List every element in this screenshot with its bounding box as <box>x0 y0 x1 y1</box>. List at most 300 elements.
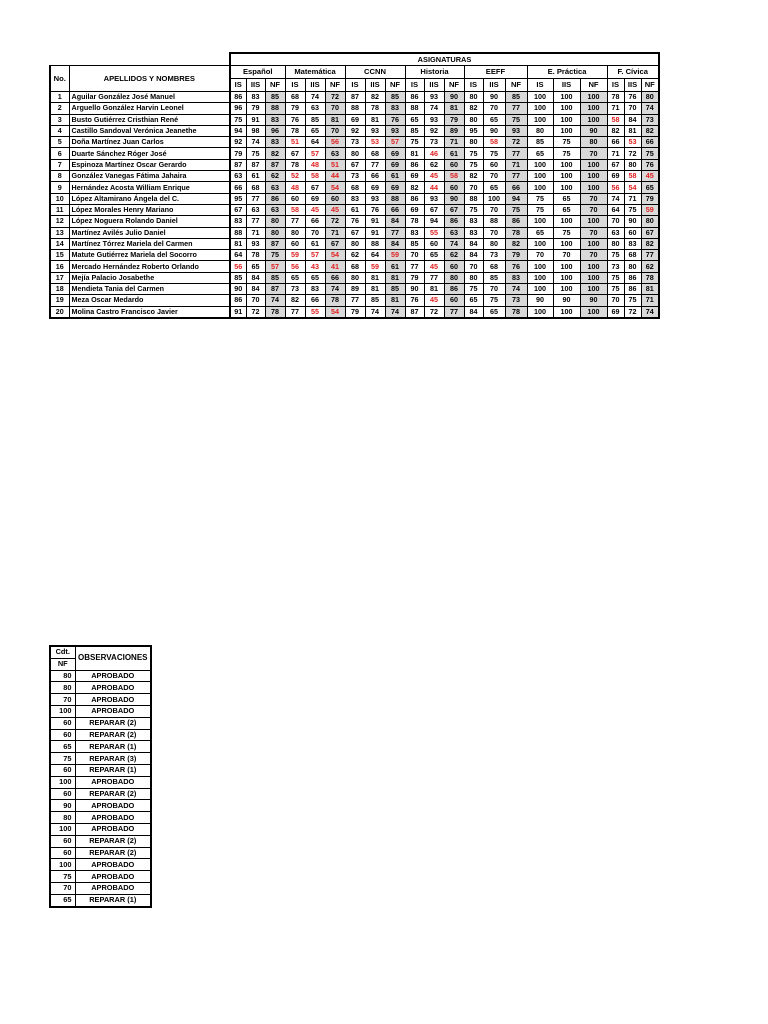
grade-cell: 91 <box>365 216 385 227</box>
grade-cell: 77 <box>345 295 365 306</box>
grade-cell: 74 <box>265 295 285 306</box>
grade-cell: 66 <box>325 272 345 283</box>
observation-row <box>50 788 151 800</box>
grade-cell: 84 <box>246 272 265 283</box>
table-row <box>50 182 659 193</box>
grade-cell: 85 <box>265 92 285 103</box>
grade-cell: 85 <box>527 137 553 148</box>
grade-cell: 88 <box>230 227 246 238</box>
grade-cell: 74 <box>505 284 527 295</box>
grade-cell: 79 <box>641 193 659 204</box>
grade-cell: 46 <box>424 148 444 159</box>
observation-value: APROBADO <box>75 705 151 717</box>
grade-cell: 90 <box>624 216 641 227</box>
grade-cell: 100 <box>553 171 580 182</box>
grade-cell: 72 <box>624 306 641 318</box>
grade-cell: 77 <box>424 272 444 283</box>
grade-cell: 78 <box>265 306 285 318</box>
student-name: Arguello González Harvin Leonel <box>69 103 230 114</box>
grade-cell: 75 <box>607 250 624 261</box>
grade-cell: 86 <box>405 92 424 103</box>
student-name: López Noguera Rolando Daniel <box>69 216 230 227</box>
grade-cell: 59 <box>385 250 405 261</box>
grade-cell: 67 <box>345 159 365 170</box>
grade-cell: 53 <box>365 137 385 148</box>
grade-cell: 51 <box>285 137 305 148</box>
grade-cell: 86 <box>624 272 641 283</box>
table-row <box>50 171 659 182</box>
grade-cell: 88 <box>405 103 424 114</box>
grade-cell: 88 <box>365 238 385 249</box>
grade-cell: 44 <box>424 182 444 193</box>
grade-cell: 72 <box>505 137 527 148</box>
grade-cell: 83 <box>265 114 285 125</box>
grade-cell: 74 <box>246 137 265 148</box>
grade-cell: 89 <box>444 125 464 136</box>
grade-cell: 57 <box>305 250 325 261</box>
grade-cell: 86 <box>444 284 464 295</box>
student-number: 13 <box>50 227 69 238</box>
grade-cell: 54 <box>325 182 345 193</box>
grade-cell: 100 <box>580 284 607 295</box>
grade-cell: 81 <box>365 284 385 295</box>
grade-cell: 100 <box>553 125 580 136</box>
grade-cell: 68 <box>483 261 505 272</box>
grade-cell: 65 <box>527 227 553 238</box>
grade-cell: 58 <box>607 114 624 125</box>
sub-col-header: IIS <box>246 79 265 92</box>
grade-cell: 70 <box>580 250 607 261</box>
observation-row <box>50 812 151 824</box>
grade-cell: 78 <box>325 295 345 306</box>
grade-cell: 88 <box>483 216 505 227</box>
sub-col-header: NF <box>265 79 285 92</box>
observation-row <box>50 800 151 812</box>
grade-cell: 100 <box>580 261 607 272</box>
grade-cell: 82 <box>365 92 385 103</box>
observations-header: OBSERVACIONES <box>75 646 151 670</box>
observation-row <box>50 694 151 706</box>
grade-cell: 76 <box>641 159 659 170</box>
grade-cell: 100 <box>580 216 607 227</box>
grade-cell: 75 <box>464 148 483 159</box>
student-number: 20 <box>50 306 69 318</box>
grade-cell: 92 <box>345 125 365 136</box>
grade-cell: 100 <box>483 193 505 204</box>
grade-cell: 74 <box>365 306 385 318</box>
grade-cell: 71 <box>607 148 624 159</box>
grade-cell: 85 <box>405 125 424 136</box>
nf-value: 60 <box>50 764 75 776</box>
observation-row <box>50 753 151 765</box>
grade-cell: 90 <box>405 284 424 295</box>
grade-cell: 74 <box>641 306 659 318</box>
grade-cell: 62 <box>345 250 365 261</box>
grade-cell: 54 <box>624 182 641 193</box>
grade-cell: 83 <box>405 227 424 238</box>
student-number: 10 <box>50 193 69 204</box>
grade-cell: 75 <box>527 193 553 204</box>
grade-cell: 87 <box>345 92 365 103</box>
grade-cell: 74 <box>641 103 659 114</box>
grade-cell: 88 <box>464 193 483 204</box>
student-name: López Altamirano Ángela del C. <box>69 193 230 204</box>
grade-cell: 60 <box>444 295 464 306</box>
grade-cell: 100 <box>580 171 607 182</box>
table-row <box>50 137 659 148</box>
grade-cell: 100 <box>527 92 553 103</box>
grade-cell: 70 <box>325 125 345 136</box>
grade-cell: 90 <box>527 295 553 306</box>
grade-cell: 100 <box>527 103 553 114</box>
grade-cell: 64 <box>305 137 325 148</box>
asignaturas-header: ASIGNATURAS <box>230 53 659 66</box>
nf-value: 100 <box>50 859 75 871</box>
grade-cell: 75 <box>505 204 527 215</box>
observation-row <box>50 894 151 906</box>
grade-cell: 73 <box>641 114 659 125</box>
grade-cell: 77 <box>285 306 305 318</box>
grade-cell: 44 <box>325 171 345 182</box>
grade-cell: 59 <box>285 250 305 261</box>
grade-cell: 93 <box>424 193 444 204</box>
observations-table <box>49 645 152 908</box>
grade-cell: 65 <box>305 272 325 283</box>
observation-row <box>50 859 151 871</box>
grade-cell: 80 <box>641 92 659 103</box>
grade-cell: 48 <box>305 159 325 170</box>
grade-cell: 80 <box>345 272 365 283</box>
observation-row <box>50 847 151 859</box>
observation-value: APROBADO <box>75 800 151 812</box>
observation-row <box>50 882 151 894</box>
grade-cell: 67 <box>325 238 345 249</box>
grade-cell: 96 <box>230 103 246 114</box>
grade-cell: 82 <box>464 171 483 182</box>
grade-cell: 100 <box>553 238 580 249</box>
grade-cell: 83 <box>624 238 641 249</box>
grade-cell: 78 <box>285 159 305 170</box>
grade-cell: 90 <box>553 295 580 306</box>
grade-cell: 100 <box>580 238 607 249</box>
subject-header: EEFF <box>464 66 527 79</box>
observation-value: REPARAR (1) <box>75 741 151 753</box>
grade-cell: 69 <box>305 193 325 204</box>
grade-cell: 60 <box>424 238 444 249</box>
sub-col-header: NF <box>580 79 607 92</box>
grade-cell: 73 <box>345 171 365 182</box>
grade-cell: 100 <box>527 159 553 170</box>
grade-cell: 79 <box>444 114 464 125</box>
grade-cell: 66 <box>607 137 624 148</box>
grade-cell: 100 <box>553 92 580 103</box>
grade-cell: 52 <box>285 171 305 182</box>
grade-cell: 67 <box>444 204 464 215</box>
grade-cell: 74 <box>444 238 464 249</box>
grade-cell: 66 <box>641 137 659 148</box>
grade-cell: 86 <box>624 284 641 295</box>
grade-cell: 100 <box>553 182 580 193</box>
grade-cell: 77 <box>505 103 527 114</box>
grade-cell: 75 <box>405 137 424 148</box>
observation-value: APROBADO <box>75 682 151 694</box>
nf-value: 100 <box>50 705 75 717</box>
grade-cell: 72 <box>325 92 345 103</box>
grade-cell: 63 <box>607 227 624 238</box>
grade-cell: 86 <box>505 216 527 227</box>
grade-cell: 89 <box>345 284 365 295</box>
grade-cell: 80 <box>444 272 464 283</box>
grade-cell: 67 <box>285 148 305 159</box>
student-number: 5 <box>50 137 69 148</box>
grade-cell: 75 <box>464 159 483 170</box>
grade-cell: 87 <box>265 238 285 249</box>
grade-cell: 79 <box>246 103 265 114</box>
sub-col-header: IIS <box>305 79 325 92</box>
grade-cell: 86 <box>230 295 246 306</box>
table-row <box>50 193 659 204</box>
observation-value: APROBADO <box>75 694 151 706</box>
grade-cell: 65 <box>483 306 505 318</box>
grade-cell: 83 <box>464 227 483 238</box>
grade-cell: 86 <box>444 216 464 227</box>
grade-cell: 75 <box>527 204 553 215</box>
grade-cell: 61 <box>246 171 265 182</box>
grade-cell: 75 <box>265 250 285 261</box>
student-name: Castillo Sandoval Verónica Jeanethe <box>69 125 230 136</box>
grade-cell: 83 <box>385 103 405 114</box>
table-row <box>50 227 659 238</box>
observation-value: APROBADO <box>75 882 151 894</box>
grade-cell: 84 <box>464 238 483 249</box>
grade-cell: 53 <box>624 137 641 148</box>
grade-cell: 67 <box>641 227 659 238</box>
grade-cell: 45 <box>641 171 659 182</box>
grade-cell: 75 <box>230 114 246 125</box>
grade-cell: 76 <box>385 114 405 125</box>
observation-value: APROBADO <box>75 776 151 788</box>
grade-cell: 65 <box>483 182 505 193</box>
table-row <box>50 159 659 170</box>
grade-cell: 78 <box>405 216 424 227</box>
grade-cell: 94 <box>505 193 527 204</box>
grade-cell: 100 <box>553 261 580 272</box>
grade-cell: 58 <box>285 204 305 215</box>
grade-cell: 70 <box>607 216 624 227</box>
grade-cell: 100 <box>553 114 580 125</box>
grade-cell: 80 <box>345 238 365 249</box>
grade-cell: 78 <box>641 272 659 283</box>
subject-header: Matemática <box>285 66 345 79</box>
grade-cell: 80 <box>483 238 505 249</box>
grade-cell: 68 <box>624 250 641 261</box>
grade-cell: 86 <box>405 193 424 204</box>
observation-row <box>50 871 151 883</box>
grade-cell: 100 <box>580 92 607 103</box>
grade-cell: 74 <box>385 306 405 318</box>
grade-cell: 48 <box>285 182 305 193</box>
grade-cell: 100 <box>527 238 553 249</box>
student-name: Molina Castro Francisco Javier <box>69 306 230 318</box>
grade-cell: 74 <box>305 92 325 103</box>
grade-cell: 81 <box>385 295 405 306</box>
grade-cell: 75 <box>553 227 580 238</box>
table-row <box>50 114 659 125</box>
grade-cell: 75 <box>246 148 265 159</box>
grade-cell: 85 <box>305 114 325 125</box>
grade-cell: 80 <box>464 137 483 148</box>
grade-cell: 100 <box>553 272 580 283</box>
grade-cell: 60 <box>444 159 464 170</box>
grade-cell: 76 <box>365 204 385 215</box>
student-number: 3 <box>50 114 69 125</box>
table-row <box>50 204 659 215</box>
sub-col-header: IS <box>527 79 553 92</box>
grade-cell: 57 <box>385 137 405 148</box>
grade-cell: 88 <box>345 103 365 114</box>
observation-value: REPARAR (2) <box>75 835 151 847</box>
grade-cell: 82 <box>641 238 659 249</box>
grade-cell: 70 <box>607 295 624 306</box>
grade-cell: 80 <box>607 238 624 249</box>
grade-cell: 70 <box>464 261 483 272</box>
cdt-header: Cdt. <box>50 646 75 658</box>
grade-cell: 85 <box>385 92 405 103</box>
grade-cell: 70 <box>325 103 345 114</box>
sub-col-header: NF <box>444 79 464 92</box>
grade-cell: 59 <box>641 204 659 215</box>
grade-cell: 71 <box>444 137 464 148</box>
table-row <box>50 295 659 306</box>
grade-cell: 78 <box>285 125 305 136</box>
sub-col-header: IIS <box>424 79 444 92</box>
student-name: Martínez Tórrez Mariela del Carmen <box>69 238 230 249</box>
nf-value: 60 <box>50 729 75 741</box>
grade-cell: 90 <box>444 193 464 204</box>
observation-value: APROBADO <box>75 670 151 682</box>
student-number: 9 <box>50 182 69 193</box>
nf-value: 60 <box>50 788 75 800</box>
grade-cell: 77 <box>505 148 527 159</box>
student-name: González Vanegas Fátima Jahaira <box>69 171 230 182</box>
grade-cell: 60 <box>325 193 345 204</box>
grade-cell: 69 <box>405 171 424 182</box>
grade-cell: 58 <box>624 171 641 182</box>
grade-cell: 63 <box>230 171 246 182</box>
grade-cell: 76 <box>405 295 424 306</box>
student-name: Mejía Palacio Josabethe <box>69 272 230 283</box>
grade-cell: 70 <box>483 227 505 238</box>
grade-cell: 65 <box>405 114 424 125</box>
student-name: Doña Martínez Juan Carlos <box>69 137 230 148</box>
grade-cell: 75 <box>464 204 483 215</box>
grade-cell: 69 <box>405 204 424 215</box>
nf-value: 65 <box>50 741 75 753</box>
grade-cell: 65 <box>483 114 505 125</box>
observation-row <box>50 670 151 682</box>
grade-cell: 100 <box>580 103 607 114</box>
grade-cell: 65 <box>424 250 444 261</box>
grade-cell: 61 <box>385 261 405 272</box>
grade-cell: 67 <box>345 227 365 238</box>
observation-value: APROBADO <box>75 859 151 871</box>
grade-cell: 65 <box>527 148 553 159</box>
sub-col-header: IS <box>230 79 246 92</box>
grade-cell: 68 <box>345 182 365 193</box>
grade-cell: 76 <box>624 92 641 103</box>
grade-cell: 82 <box>641 125 659 136</box>
grade-cell: 95 <box>230 193 246 204</box>
grade-cell: 71 <box>624 193 641 204</box>
grade-cell: 82 <box>285 295 305 306</box>
observation-row <box>50 835 151 847</box>
grade-cell: 85 <box>405 238 424 249</box>
grade-cell: 64 <box>365 250 385 261</box>
student-number: 18 <box>50 284 69 295</box>
grade-cell: 75 <box>483 148 505 159</box>
grade-cell: 100 <box>580 114 607 125</box>
grade-cell: 81 <box>385 272 405 283</box>
nf-value: 100 <box>50 823 75 835</box>
nf-value: 60 <box>50 717 75 729</box>
grade-cell: 75 <box>624 295 641 306</box>
grade-cell: 70 <box>580 148 607 159</box>
grade-cell: 63 <box>265 204 285 215</box>
grade-cell: 65 <box>641 182 659 193</box>
grade-cell: 51 <box>325 159 345 170</box>
student-name: Duarte Sánchez Róger José <box>69 148 230 159</box>
grade-cell: 75 <box>607 284 624 295</box>
grade-cell: 65 <box>553 204 580 215</box>
grade-cell: 79 <box>505 250 527 261</box>
grade-cell: 93 <box>385 125 405 136</box>
grade-cell: 87 <box>405 306 424 318</box>
grade-cell: 58 <box>305 171 325 182</box>
student-number: 16 <box>50 261 69 272</box>
grade-cell: 60 <box>285 193 305 204</box>
grade-cell: 86 <box>405 159 424 170</box>
grade-cell: 62 <box>641 261 659 272</box>
grade-cell: 95 <box>464 125 483 136</box>
grade-cell: 56 <box>607 182 624 193</box>
sub-col-header: IIS <box>624 79 641 92</box>
grade-cell: 60 <box>483 159 505 170</box>
grade-cell: 92 <box>424 125 444 136</box>
grade-cell: 80 <box>265 227 285 238</box>
observation-row <box>50 717 151 729</box>
nf-value: 60 <box>50 847 75 859</box>
grade-cell: 71 <box>607 103 624 114</box>
subject-header: Historia <box>405 66 464 79</box>
subject-header: CCNN <box>345 66 405 79</box>
grade-cell: 80 <box>464 114 483 125</box>
grade-cell: 86 <box>230 92 246 103</box>
grade-cell: 83 <box>464 216 483 227</box>
grade-cell: 60 <box>444 182 464 193</box>
grade-cell: 100 <box>527 306 553 318</box>
grade-cell: 81 <box>325 114 345 125</box>
grade-cell: 75 <box>464 284 483 295</box>
observation-row <box>50 705 151 717</box>
grade-cell: 75 <box>553 137 580 148</box>
grade-cell: 81 <box>365 272 385 283</box>
nf-value: 100 <box>50 776 75 788</box>
grade-cell: 100 <box>580 306 607 318</box>
grade-cell: 100 <box>527 216 553 227</box>
grade-cell: 100 <box>580 159 607 170</box>
observation-row <box>50 741 151 753</box>
grade-cell: 71 <box>246 227 265 238</box>
